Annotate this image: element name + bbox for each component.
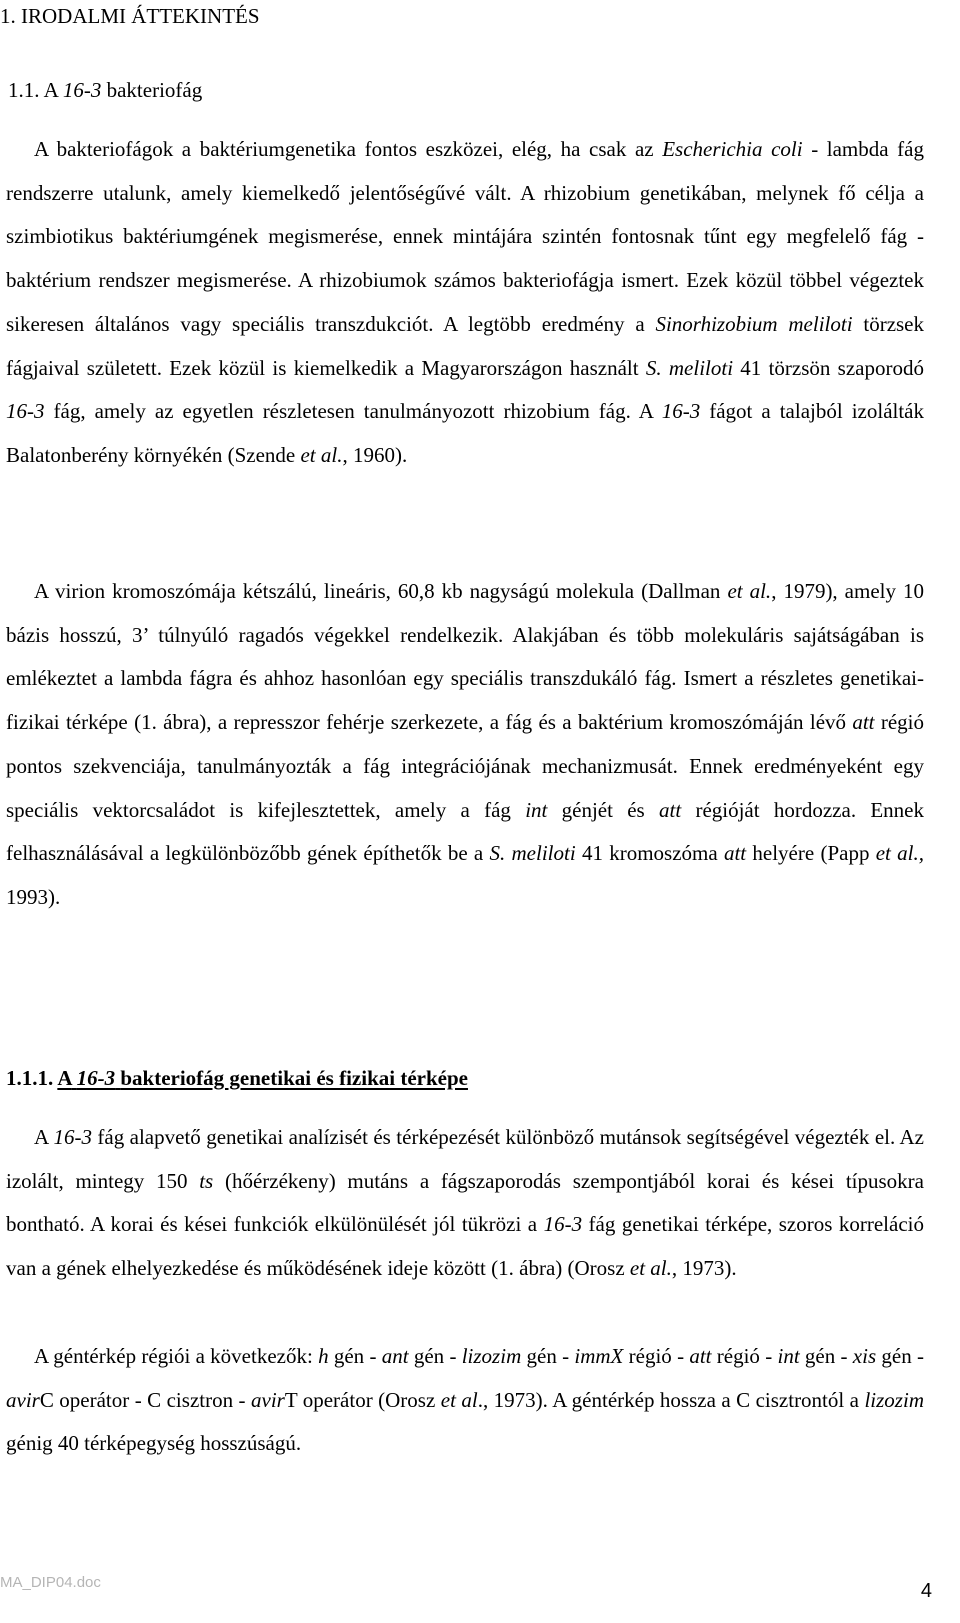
italic-run: S. meliloti bbox=[489, 841, 576, 866]
text-run: - lambda fág rendszerre utalunk, amely kiemelkedő jelentőségűvé vált. A rhizobium genetikában, melynek fő célja a szimbiotikus baktériumgének megismerése, ennek mintájára szintén fontosnak tűnt egy megfelelő fág - baktérium rendszer megismerése. A rhizobiumok számos bakteriofágja ismert. Ezek közül többel végeztek sikeresen általános vagy speciális transzdukciót. A legtöbb eredmény a bbox=[6, 137, 924, 336]
text-run: gén - bbox=[799, 1344, 853, 1368]
text-run: A bakteriofágok a baktériumgenetika fontos eszközei, elég, ha csak az bbox=[34, 137, 663, 161]
italic-run: Escherichia coli bbox=[662, 137, 803, 161]
section-title-italic: 16-3 bbox=[62, 78, 102, 102]
text-run: T operátor (Orosz bbox=[284, 1387, 441, 1412]
italic-run: att bbox=[659, 797, 682, 822]
subsection-title-italic: 16-3 bbox=[76, 1066, 116, 1090]
text-run: ., 1973). A géntérkép hossza a C cisztrontól a bbox=[477, 1387, 865, 1412]
subsection-title-post: bakteriofág genetikai és fizikai térképe bbox=[120, 1066, 468, 1090]
italic-run: ts bbox=[199, 1168, 214, 1193]
text-run: fágot a talajból izolálták Balatonberény környékén (Szende bbox=[6, 399, 925, 467]
italic-run: et al. bbox=[629, 1256, 672, 1281]
subsection-title bbox=[57, 1066, 468, 1090]
italic-run: att bbox=[852, 710, 875, 735]
italic-run: 16-3 bbox=[6, 399, 45, 424]
italic-run: Sinorhizobium meliloti bbox=[655, 311, 853, 336]
italic-run: avir bbox=[6, 1387, 40, 1412]
text-run: törzsek fágjaival született. Ezek közül is kiemelkedik a Magyarországon használt bbox=[6, 311, 925, 380]
section-title-pre: A bbox=[43, 78, 58, 102]
paragraph-4 bbox=[6, 1335, 924, 1466]
italic-run: 16-3 bbox=[53, 1125, 92, 1149]
subsection-title-pre: A bbox=[57, 1066, 72, 1090]
text-run: (hőérzékeny) mutáns a fágszaporodás szempontjából korai és kései típusokra bontható. A korai és kései funkciók elkülönülését jól tükrözi a bbox=[6, 1168, 924, 1237]
text-run: régió - bbox=[711, 1344, 778, 1368]
text-run: gén - bbox=[328, 1344, 382, 1368]
text-run: A bbox=[34, 1125, 54, 1149]
chapter-heading: 1. IRODALMI ÁTTEKINTÉS bbox=[0, 4, 260, 28]
text-run: génjét és bbox=[547, 797, 659, 822]
text-run: A géntérkép régiói a következők: bbox=[34, 1344, 319, 1368]
section-title-post: bakteriofág bbox=[106, 78, 203, 102]
italic-run: 16-3 bbox=[661, 399, 701, 424]
italic-run: immX bbox=[574, 1344, 624, 1368]
italic-run: lizozim bbox=[461, 1344, 522, 1368]
text-run: 41 kromoszóma bbox=[575, 841, 724, 866]
section-number: 1.1. bbox=[8, 78, 40, 102]
subsection-number: 1.1.1. bbox=[6, 1066, 54, 1090]
italic-run: avir bbox=[251, 1387, 285, 1412]
footer-filename: MA_DIP04.doc bbox=[0, 1574, 101, 1591]
italic-run: int bbox=[525, 797, 548, 822]
text-run: régió pontos szekvenciája, tanulmányozták a fág integrációjának mechanizmusát. Ennek eredményeként egy speciális vektorcsaládot is kifejlesztettek, amely a fág bbox=[6, 710, 924, 822]
italic-run: et al. bbox=[300, 442, 343, 467]
text-run: A virion kromoszómája kétszálú, lineáris, 60,8 kb nagyságú molekula (Dallman bbox=[34, 579, 728, 603]
text-run: 1993). bbox=[6, 884, 61, 909]
italic-run: et al bbox=[440, 1387, 478, 1412]
italic-run: h bbox=[318, 1344, 329, 1368]
text-run: helyére (Papp bbox=[746, 841, 876, 866]
text-run: , 1960). bbox=[342, 442, 408, 467]
text-run: C operátor - C cisztron - bbox=[39, 1387, 251, 1412]
section-heading bbox=[8, 76, 202, 104]
text-run: génig 40 térképegység hosszúságú. bbox=[6, 1431, 302, 1456]
paragraph-1 bbox=[6, 128, 924, 478]
text-run: fág genetikai térképe, szoros korreláció van a gének elhelyezkedése és működésének ideje között (1. ábra) (Orosz bbox=[6, 1212, 924, 1281]
italic-run: int bbox=[777, 1344, 800, 1368]
italic-run: 16-3 bbox=[543, 1212, 583, 1237]
text-run: gén - bbox=[876, 1344, 924, 1368]
italic-run: ant bbox=[381, 1344, 409, 1368]
italic-run: S. meliloti bbox=[645, 355, 734, 380]
italic-run: lizozim bbox=[864, 1387, 924, 1412]
paragraph-2 bbox=[6, 570, 924, 920]
text-run: fág alapvető genetikai analízisét és térképezését különböző mutánsok segítségével végezték el. Az izolált, mintegy 150 bbox=[6, 1125, 924, 1193]
text-run: gén - bbox=[521, 1344, 575, 1368]
text-run: régióját hordozza. Ennek felhasználásával a legkülönbözőbb gének építhetők be a bbox=[6, 797, 924, 866]
text-run: régió - bbox=[623, 1344, 690, 1368]
italic-run: xis bbox=[852, 1344, 877, 1368]
subsection-heading bbox=[6, 1064, 468, 1092]
italic-run: et al. bbox=[727, 579, 772, 603]
text-run: fág, amely az egyetlen részletesen tanulmányozott rhizobium fág. A bbox=[44, 399, 662, 424]
italic-run: et al., bbox=[875, 841, 924, 866]
text-run: , 1973). bbox=[671, 1256, 737, 1281]
italic-run: att bbox=[689, 1344, 712, 1368]
italic-run: att bbox=[723, 841, 747, 866]
text-run: , 1979), amely 10 bázis hosszú, 3’ túlnyúló ragadós végekkel rendelkezik. Alakjában és több molekuláris sajátságában is emlékeztet a lambda fágra és ahhoz hasonlóan egy speciális transzdukáló fág. Ismert a részletes genetikai-fizikai térképe (1. ábra), a represszor fehérje szerkezete, a fág és a baktérium kromoszómáján lévő bbox=[6, 579, 924, 735]
paragraph-3 bbox=[6, 1116, 924, 1291]
text-run: 41 törzsön szaporodó bbox=[733, 355, 924, 380]
page-number: 4 bbox=[920, 1580, 932, 1602]
text-run: gén - bbox=[408, 1344, 462, 1368]
